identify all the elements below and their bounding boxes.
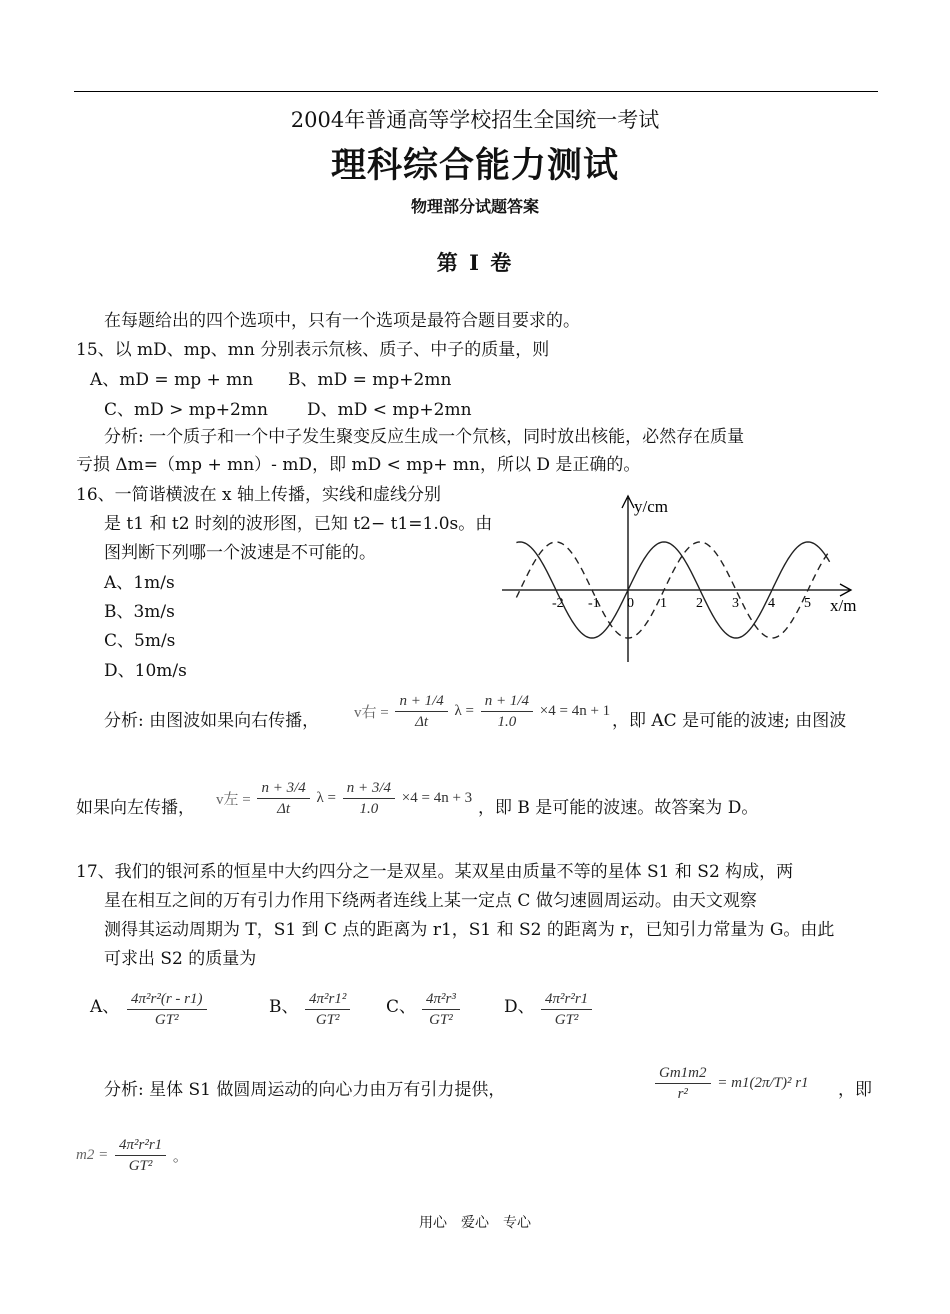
v-right-frac2 (481, 692, 533, 731)
exam-main-title: 理科综合能力测试 (330, 146, 619, 186)
q16-option-c: C、5m/s (104, 631, 176, 651)
tick-label: 4 (768, 596, 775, 611)
q17-option-a-den: GT² (154, 1012, 179, 1028)
q17-option-b-num: 4π²r1² (305, 990, 350, 1010)
wave-axes (502, 496, 851, 662)
q15-option-d: D、mD < mp+2mn (307, 400, 472, 420)
q17-stem-line4: 可求出 S2 的质量为 (104, 949, 257, 969)
v-right-frac1 (395, 692, 447, 731)
q17-option-d-formula (538, 990, 595, 1029)
q15-option-b: B、mD = mp+2mn (288, 370, 452, 390)
q17-analysis-eq-num: Gm1m2 (655, 1064, 711, 1084)
tick-labels (552, 596, 811, 611)
v-left-frac1-den: Δt (277, 801, 291, 817)
q17-analysis-prefix: 分析: 星体 S1 做圆周运动的向心力由万有引力提供， (104, 1080, 506, 1100)
q17-option-c-num: 4π²r³ (422, 990, 460, 1010)
q17-stem-line2: 星在相互之间的万有引力作用下绕两者连线上某一定点 C 做匀速圆周运动。由天文观察 (104, 891, 757, 911)
q17-result-den: GT² (128, 1158, 153, 1174)
q17-analysis-eq-den: r² (677, 1086, 688, 1102)
v-right-frac2-den: 1.0 (497, 714, 517, 730)
exam-year-title: 2004年普通高等学校招生全国统一考试 (290, 108, 660, 132)
tick-label: 0 (627, 596, 634, 611)
q17-option-d-den: GT² (554, 1012, 579, 1028)
q17-analysis-eq-rhs: = m1(2π/T)² r1 (717, 1075, 809, 1091)
q17-option-b-den: GT² (315, 1012, 340, 1028)
y-axis-label: y/cm (634, 497, 668, 516)
v-left-rhs: ×4 = 4n + 3 (401, 790, 473, 806)
v-left-mid: λ = (316, 790, 336, 806)
q17-option-a-formula (124, 990, 210, 1029)
intro-text: 在每题给出的四个选项中，只有一个选项是最符合题目要求的。 (104, 311, 580, 331)
v-left-frac2-den: 1.0 (359, 801, 379, 817)
q17-option-b-label: B、 (269, 997, 299, 1017)
q16-stem-line3: 图判断下列哪一个波速是不可能的。 (104, 543, 376, 563)
q17-stem-line1: 17、我们的银河系的恒星中大约四分之一是双星。某双星由质量不等的星体 S1 和 S2 构成，两 (76, 862, 794, 882)
q16-analysis-suffix: ，即 AC 是可能的波速; 由图波 (612, 711, 847, 731)
q17-option-c-formula (419, 990, 463, 1029)
q15-stem: 15、以 mD、mp、mn 分别表示氘核、质子、中子的质量，则 (76, 340, 550, 360)
v-left-frac1 (257, 779, 309, 818)
q15-analysis-line2: 亏损 Δm=（mp + mn）- mD，即 mD < mp+ mn，所以 D 是正确的。 (76, 455, 641, 475)
v-right-frac1-num: n + 1/4 (395, 692, 447, 712)
q17-result-equation (76, 1136, 188, 1175)
q17-option-a-label: A、 (90, 997, 120, 1017)
q16-stem-line2: 是 t1 和 t2 时刻的波形图，已知 t2− t1=1.0s。由 (104, 514, 493, 534)
page-footer: 用心 爱心 专心 (419, 1215, 531, 1231)
v-right-frac2-num: n + 1/4 (481, 692, 533, 712)
x-axis-label: x/m (830, 596, 857, 615)
header-rule (74, 91, 878, 92)
tick-label: 5 (804, 596, 811, 611)
wave-figure (498, 490, 870, 668)
v-right-frac1-den: Δt (415, 714, 429, 730)
q17-option-c-label: C、 (386, 997, 417, 1017)
tick-label: -1 (588, 596, 600, 611)
v-right-mid: λ = (454, 703, 474, 719)
q16-option-a: A、1m/s (104, 573, 175, 593)
v-right-rhs: ×4 = 4n + 1 (539, 703, 611, 719)
q15-option-a: A、mD = mp + mn (90, 370, 254, 390)
tick-label: 2 (696, 596, 703, 611)
exam-subtitle: 物理部分试题答案 (410, 197, 539, 216)
q15-analysis-line1: 分析: 一个质子和一个中子发生聚变反应生成一个氘核，同时放出核能，必然存在质量 (104, 427, 745, 447)
q17-option-a-num: 4π²r²(r - r1) (127, 990, 207, 1010)
tick-label: -2 (552, 596, 564, 611)
v-right-lhs: v右 = (354, 705, 389, 721)
q16-analysis-prefix: 分析: 由图波如果向右传播， (104, 711, 320, 731)
q17-option-d-label: D、 (504, 997, 535, 1017)
v-left-frac2-num: n + 3/4 (343, 779, 395, 799)
tick-label: 1 (660, 596, 667, 611)
q16-option-b: B、3m/s (104, 602, 175, 622)
q17-analysis-suffix: ，即 (838, 1080, 872, 1100)
section-title: 第 I 卷 (436, 250, 514, 275)
v-left-lhs: v左 = (216, 792, 251, 808)
q16-analysis2-prefix: 如果向左传播， (76, 798, 195, 818)
q17-analysis-equation (652, 1064, 809, 1103)
q15-option-c: C、mD > mp+2mn (104, 400, 268, 420)
q16-stem-line1: 16、一简谐横波在 x 轴上传播，实线和虚线分别 (76, 485, 442, 505)
tick-label: 3 (732, 596, 739, 611)
q17-result-lhs: m2 = (76, 1147, 109, 1163)
q16-option-d: D、10m/s (104, 661, 187, 681)
q17-option-d-num: 4π²r²r1 (541, 990, 592, 1010)
q17-stem-line3: 测得其运动周期为 T，S1 到 C 点的距离为 r1，S1 和 S2 的距离为 r，已知引力常量为 G。由此 (104, 920, 835, 940)
q17-result-num: 4π²r²r1 (115, 1136, 166, 1156)
q17-result-end: 。 (172, 1149, 188, 1165)
q16-analysis2-suffix: ，即 B 是可能的波速。故答案为 D。 (478, 798, 759, 818)
velocity-left-equation (216, 779, 472, 818)
v-left-frac1-num: n + 3/4 (257, 779, 309, 799)
q17-option-b-formula (302, 990, 353, 1029)
velocity-right-equation (354, 692, 610, 731)
v-left-frac2 (343, 779, 395, 818)
q17-option-c-den: GT² (429, 1012, 453, 1028)
